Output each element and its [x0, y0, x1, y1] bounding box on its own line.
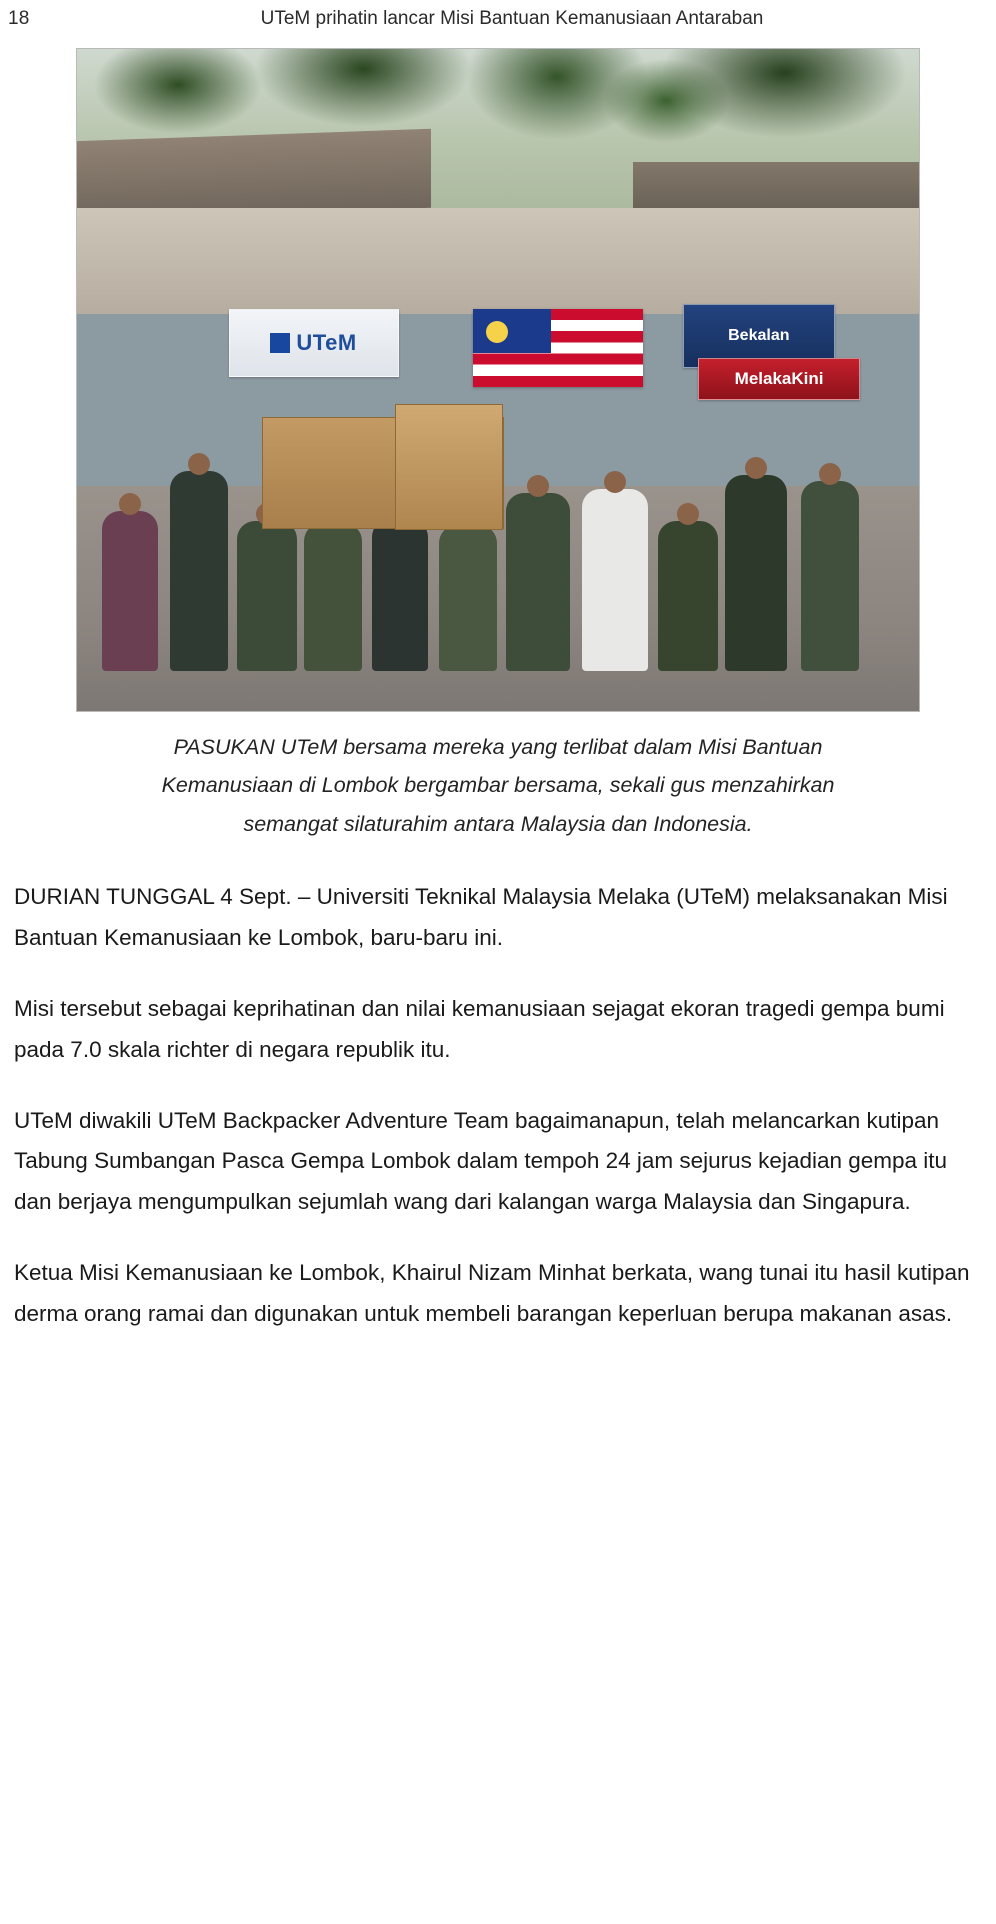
page-header	[0, 0, 996, 42]
banner-blue-label: Bekalan	[728, 326, 790, 344]
banner-red	[698, 358, 860, 400]
person	[506, 493, 570, 671]
person-head	[819, 463, 841, 485]
person	[439, 525, 497, 671]
malaysia-flag-icon	[473, 309, 643, 387]
person	[102, 511, 158, 671]
page-number: 18	[8, 8, 30, 29]
person-head	[527, 475, 549, 497]
figure	[0, 48, 996, 712]
person	[304, 523, 362, 671]
paragraph: Misi tersebut sebagai keprihatinan dan nilai kemanusiaan sejagat ekoran tragedi gempa bumi pada 7.0 skala richter di negara republik itu.	[14, 995, 945, 1062]
banner-utem	[229, 309, 399, 377]
person-head	[188, 453, 210, 475]
person	[372, 519, 428, 671]
paragraph: UTeM diwakili UTeM Backpacker Adventure Team bagaimanapun, telah melancarkan kutipan Tabung Sumbangan Pasca Gempa Lombok dalam tempoh 24 jam sejurus kejadian gempa itu dan berjaya mengumpulkan sejumlah wang dari kalangan warga Malaysia dan Singapura.	[14, 1107, 948, 1215]
person	[725, 475, 787, 671]
article-body	[14, 877, 982, 1335]
running-title: UTeM prihatin lancar Misi Bantuan Kemanusiaan Antaraban	[260, 8, 764, 29]
person-head	[604, 471, 626, 493]
photo-people-group	[77, 181, 919, 671]
person	[170, 471, 228, 671]
banner-red-label: MelakaKini	[734, 368, 824, 388]
person	[658, 521, 718, 671]
person	[237, 521, 297, 671]
banner-utem-label: UTeM	[296, 329, 357, 355]
figure-caption: PASUKAN UTeM bersama mereka yang terlibat dalam Misi Bantuan Kemanusiaan di Lombok bergambar bersama, sekali gus menzahirkan semangat silaturahim antara Malaysia dan Indonesia.	[161, 735, 835, 836]
utem-logo-icon	[270, 333, 290, 353]
paragraph: Ketua Misi Kemanusiaan ke Lombok, Khairul Nizam Minhat berkata, wang tunai itu hasil kutipan derma orang ramai dan digunakan untuk membeli barangan keperluan berupa makanan asas.	[14, 1260, 970, 1327]
group-photo	[76, 48, 920, 712]
person	[582, 489, 648, 671]
person	[801, 481, 859, 671]
paragraph: DURIAN TUNGGAL 4 Sept. – Universiti Teknikal Malaysia Melaka (UTeM) melaksanakan Misi Bantuan Kemanusiaan ke Lombok, baru-baru ini.	[14, 883, 948, 950]
person-head	[119, 493, 141, 515]
aid-boxes	[262, 417, 504, 529]
person-head	[745, 457, 767, 479]
person-head	[677, 503, 699, 525]
